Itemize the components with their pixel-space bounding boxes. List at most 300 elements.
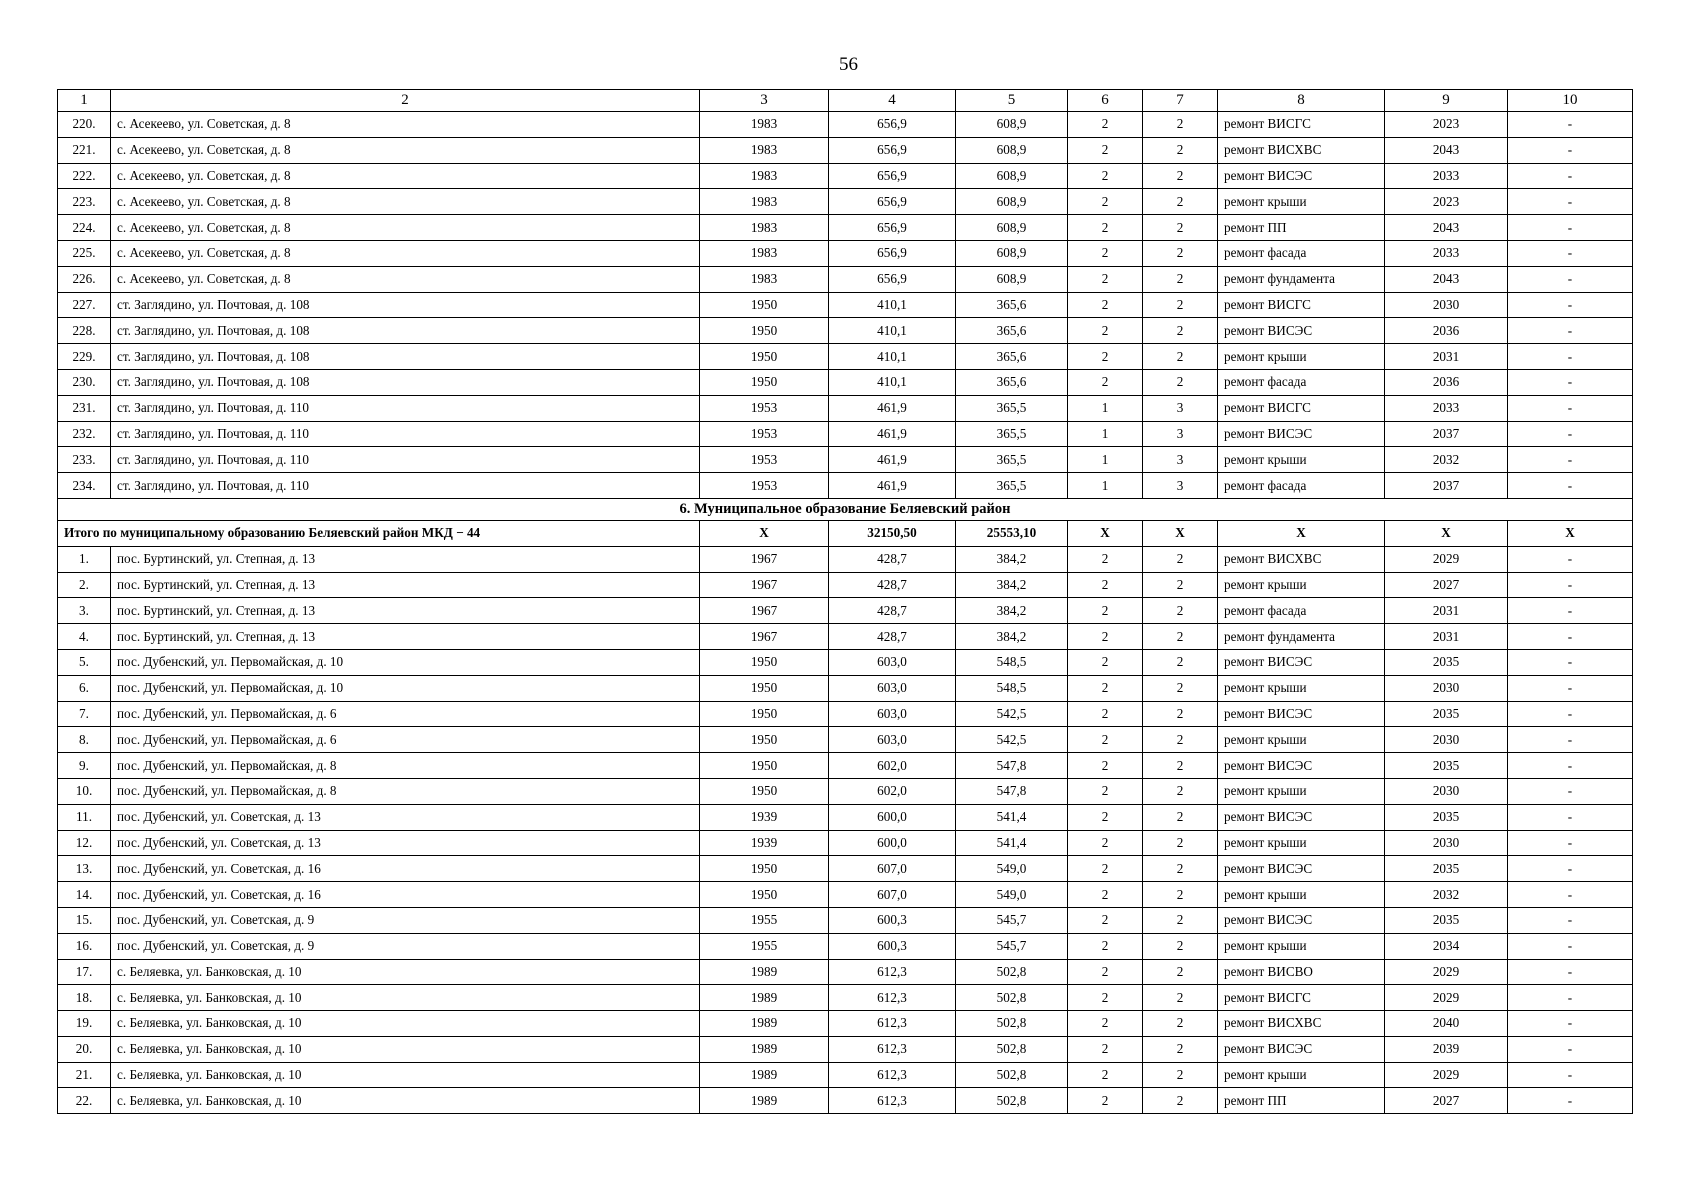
work-type-cell: ремонт ВИСХВС [1218,137,1385,163]
year-built-cell: 1950 [700,753,829,779]
total-cell: X [1218,520,1385,546]
entrances-cell: 2 [1143,675,1218,701]
note-cell: - [1508,473,1633,499]
planned-year-cell: 2031 [1385,344,1508,370]
living-area-cell: 549,0 [956,856,1068,882]
address-cell: с. Беляевка, ул. Банковская, д. 10 [111,985,700,1011]
living-area-cell: 365,5 [956,447,1068,473]
address-cell: пос. Дубенский, ул. Первомайская, д. 8 [111,778,700,804]
year-built-cell: 1950 [700,701,829,727]
address-cell: с. Беляевка, ул. Банковская, д. 10 [111,1011,700,1037]
total-area-cell: 607,0 [829,856,956,882]
entrances-cell: 2 [1143,369,1218,395]
year-built-cell: 1983 [700,189,829,215]
table-row [58,830,1633,856]
table-row [58,421,1633,447]
table-row [58,189,1633,215]
row-number-cell: 5. [58,649,111,675]
note-cell: - [1508,137,1633,163]
table-row [58,985,1633,1011]
floors-cell: 1 [1068,421,1143,447]
work-type-cell: ремонт ВИСЭС [1218,701,1385,727]
address-cell: пос. Дубенский, ул. Советская, д. 16 [111,882,700,908]
row-number-cell: 227. [58,292,111,318]
total-area-cell: 612,3 [829,985,956,1011]
entrances-cell: 2 [1143,189,1218,215]
entrances-cell: 2 [1143,624,1218,650]
total-cell: X [700,520,829,546]
living-area-cell: 384,2 [956,624,1068,650]
total-area-cell: 410,1 [829,292,956,318]
row-number-cell: 13. [58,856,111,882]
note-cell: - [1508,804,1633,830]
year-built-cell: 1989 [700,985,829,1011]
floors-cell: 2 [1068,1062,1143,1088]
note-cell: - [1508,1011,1633,1037]
total-area-cell: 656,9 [829,240,956,266]
table-row [58,546,1633,572]
living-area-cell: 548,5 [956,649,1068,675]
table-row [58,804,1633,830]
total-cell: X [1385,520,1508,546]
column-header: 4 [829,90,956,112]
row-number-cell: 19. [58,1011,111,1037]
planned-year-cell: 2043 [1385,266,1508,292]
note-cell: - [1508,572,1633,598]
planned-year-cell: 2037 [1385,473,1508,499]
planned-year-cell: 2033 [1385,163,1508,189]
row-number-cell: 12. [58,830,111,856]
address-cell: ст. Заглядино, ул. Почтовая, д. 110 [111,421,700,447]
entrances-cell: 2 [1143,649,1218,675]
table-row [58,473,1633,499]
address-cell: с. Асекеево, ул. Советская, д. 8 [111,112,700,138]
total-area-cell: 612,3 [829,959,956,985]
living-area-cell: 384,2 [956,546,1068,572]
total-area-cell: 656,9 [829,215,956,241]
address-cell: с. Беляевка, ул. Банковская, д. 10 [111,959,700,985]
work-type-cell: ремонт ВИСЭС [1218,318,1385,344]
planned-year-cell: 2030 [1385,778,1508,804]
floors-cell: 2 [1068,907,1143,933]
rows-after-section [58,546,1633,1114]
planned-year-cell: 2032 [1385,882,1508,908]
year-built-cell: 1989 [700,1062,829,1088]
note-cell: - [1508,369,1633,395]
note-cell: - [1508,701,1633,727]
table-row [58,1011,1633,1037]
total-label: Итого по муниципальному образованию Беляевский район МКД − 44 [58,520,700,546]
planned-year-cell: 2034 [1385,933,1508,959]
total-area-cell: 428,7 [829,572,956,598]
note-cell: - [1508,624,1633,650]
living-area-cell: 547,8 [956,753,1068,779]
floors-cell: 2 [1068,137,1143,163]
total-area-cell: 428,7 [829,624,956,650]
table-row [58,266,1633,292]
note-cell: - [1508,830,1633,856]
note-cell: - [1508,882,1633,908]
table-row [58,137,1633,163]
note-cell: - [1508,933,1633,959]
total-area-cell: 603,0 [829,727,956,753]
living-area-cell: 384,2 [956,572,1068,598]
note-cell: - [1508,546,1633,572]
work-type-cell: ремонт ВИСЭС [1218,907,1385,933]
floors-cell: 2 [1068,572,1143,598]
floors-cell: 2 [1068,318,1143,344]
work-type-cell: ремонт фасада [1218,473,1385,499]
row-number-cell: 21. [58,1062,111,1088]
row-number-cell: 232. [58,421,111,447]
note-cell: - [1508,292,1633,318]
entrances-cell: 2 [1143,830,1218,856]
note-cell: - [1508,907,1633,933]
note-cell: - [1508,447,1633,473]
planned-year-cell: 2030 [1385,675,1508,701]
address-cell: ст. Заглядино, ул. Почтовая, д. 110 [111,447,700,473]
entrances-cell: 2 [1143,266,1218,292]
floors-cell: 2 [1068,624,1143,650]
address-cell: пос. Дубенский, ул. Первомайская, д. 6 [111,701,700,727]
column-header: 1 [58,90,111,112]
work-type-cell: ремонт крыши [1218,189,1385,215]
living-area-cell: 384,2 [956,598,1068,624]
floors-cell: 2 [1068,882,1143,908]
work-type-cell: ремонт крыши [1218,882,1385,908]
address-cell: с. Беляевка, ул. Банковская, д. 10 [111,1088,700,1114]
living-area-cell: 608,9 [956,163,1068,189]
total-area-cell: 656,9 [829,112,956,138]
year-built-cell: 1950 [700,649,829,675]
row-number-cell: 225. [58,240,111,266]
total-cell: X [1068,520,1143,546]
table-row [58,624,1633,650]
note-cell: - [1508,395,1633,421]
year-built-cell: 1950 [700,727,829,753]
column-header: 5 [956,90,1068,112]
address-cell: пос. Буртинский, ул. Степная, д. 13 [111,546,700,572]
year-built-cell: 1955 [700,907,829,933]
row-number-cell: 22. [58,1088,111,1114]
address-cell: пос. Дубенский, ул. Советская, д. 9 [111,933,700,959]
work-type-cell: ремонт ВИСЭС [1218,649,1385,675]
address-cell: пос. Дубенский, ул. Первомайская, д. 10 [111,649,700,675]
work-type-cell: ремонт ВИСЭС [1218,421,1385,447]
page-number: 56 [839,54,858,75]
note-cell: - [1508,1088,1633,1114]
row-number-cell: 10. [58,778,111,804]
entrances-cell: 2 [1143,598,1218,624]
living-area-cell: 502,8 [956,1011,1068,1037]
note-cell: - [1508,112,1633,138]
year-built-cell: 1967 [700,598,829,624]
living-area-cell: 502,8 [956,1036,1068,1062]
work-type-cell: ремонт ВИСГС [1218,292,1385,318]
note-cell: - [1508,985,1633,1011]
total-area-cell: 656,9 [829,266,956,292]
work-type-cell: ремонт крыши [1218,830,1385,856]
row-number-cell: 8. [58,727,111,753]
planned-year-cell: 2035 [1385,701,1508,727]
living-area-cell: 608,9 [956,189,1068,215]
floors-cell: 2 [1068,675,1143,701]
total-area-cell: 656,9 [829,163,956,189]
work-type-cell: ремонт ВИСВО [1218,959,1385,985]
planned-year-cell: 2035 [1385,753,1508,779]
planned-year-cell: 2027 [1385,1088,1508,1114]
work-type-cell: ремонт ВИСЭС [1218,804,1385,830]
year-built-cell: 1950 [700,369,829,395]
floors-cell: 2 [1068,344,1143,370]
planned-year-cell: 2035 [1385,649,1508,675]
planned-year-cell: 2030 [1385,292,1508,318]
work-type-cell: ремонт крыши [1218,1062,1385,1088]
entrances-cell: 2 [1143,727,1218,753]
year-built-cell: 1983 [700,240,829,266]
total-area-cell: 602,0 [829,778,956,804]
work-type-cell: ремонт крыши [1218,933,1385,959]
total-area-cell: 612,3 [829,1062,956,1088]
year-built-cell: 1953 [700,447,829,473]
floors-cell: 2 [1068,959,1143,985]
total-area-cell: 461,9 [829,473,956,499]
year-built-cell: 1950 [700,778,829,804]
living-area-cell: 365,6 [956,318,1068,344]
entrances-cell: 2 [1143,137,1218,163]
work-type-cell: ремонт крыши [1218,344,1385,370]
year-built-cell: 1953 [700,473,829,499]
living-area-cell: 365,5 [956,473,1068,499]
entrances-cell: 3 [1143,395,1218,421]
row-number-cell: 228. [58,318,111,344]
year-built-cell: 1989 [700,1088,829,1114]
total-area-cell: 410,1 [829,369,956,395]
table-row [58,344,1633,370]
entrances-cell: 2 [1143,753,1218,779]
address-cell: с. Асекеево, ул. Советская, д. 8 [111,163,700,189]
entrances-cell: 2 [1143,778,1218,804]
table-row [58,447,1633,473]
floors-cell: 2 [1068,830,1143,856]
year-built-cell: 1950 [700,882,829,908]
row-number-cell: 11. [58,804,111,830]
floors-cell: 2 [1068,1011,1143,1037]
living-area-cell: 541,4 [956,830,1068,856]
year-built-cell: 1967 [700,624,829,650]
address-cell: ст. Заглядино, ул. Почтовая, д. 108 [111,292,700,318]
address-cell: пос. Дубенский, ул. Первомайская, д. 10 [111,675,700,701]
row-number-cell: 20. [58,1036,111,1062]
living-area-cell: 365,6 [956,292,1068,318]
total-cell: 32150,50 [829,520,956,546]
planned-year-cell: 2029 [1385,985,1508,1011]
planned-year-cell: 2036 [1385,318,1508,344]
floors-cell: 1 [1068,395,1143,421]
year-built-cell: 1953 [700,395,829,421]
table-row [58,675,1633,701]
total-area-cell: 600,0 [829,830,956,856]
table-row [58,112,1633,138]
header-row [58,90,1633,112]
work-type-cell: ремонт фундамента [1218,624,1385,650]
planned-year-cell: 2023 [1385,189,1508,215]
planned-year-cell: 2033 [1385,240,1508,266]
table-row [58,369,1633,395]
repair-schedule-table [57,89,1633,1114]
floors-cell: 2 [1068,369,1143,395]
year-built-cell: 1950 [700,318,829,344]
address-cell: с. Беляевка, ул. Банковская, д. 10 [111,1036,700,1062]
address-cell: с. Асекеево, ул. Советская, д. 8 [111,189,700,215]
table-row [58,959,1633,985]
table-row [58,907,1633,933]
note-cell: - [1508,1036,1633,1062]
section-title: 6. Муниципальное образование Беляевский район [58,498,1633,520]
row-number-cell: 230. [58,369,111,395]
floors-cell: 2 [1068,856,1143,882]
row-number-cell: 231. [58,395,111,421]
living-area-cell: 365,6 [956,369,1068,395]
work-type-cell: ремонт ПП [1218,215,1385,241]
entrances-cell: 2 [1143,215,1218,241]
row-number-cell: 4. [58,624,111,650]
planned-year-cell: 2040 [1385,1011,1508,1037]
living-area-cell: 549,0 [956,882,1068,908]
floors-cell: 2 [1068,292,1143,318]
address-cell: ст. Заглядино, ул. Почтовая, д. 110 [111,473,700,499]
column-header: 3 [700,90,829,112]
note-cell: - [1508,649,1633,675]
year-built-cell: 1983 [700,266,829,292]
note-cell: - [1508,727,1633,753]
entrances-cell: 2 [1143,882,1218,908]
year-built-cell: 1950 [700,344,829,370]
living-area-cell: 545,7 [956,933,1068,959]
floors-cell: 2 [1068,598,1143,624]
living-area-cell: 502,8 [956,959,1068,985]
year-built-cell: 1989 [700,959,829,985]
entrances-cell: 2 [1143,318,1218,344]
entrances-cell: 2 [1143,1011,1218,1037]
living-area-cell: 541,4 [956,804,1068,830]
year-built-cell: 1950 [700,856,829,882]
row-number-cell: 221. [58,137,111,163]
note-cell: - [1508,163,1633,189]
entrances-cell: 2 [1143,1062,1218,1088]
floors-cell: 2 [1068,163,1143,189]
planned-year-cell: 2036 [1385,369,1508,395]
row-number-cell: 18. [58,985,111,1011]
table-row [58,882,1633,908]
total-area-cell: 603,0 [829,649,956,675]
living-area-cell: 542,5 [956,701,1068,727]
planned-year-cell: 2035 [1385,804,1508,830]
planned-year-cell: 2029 [1385,546,1508,572]
year-built-cell: 1950 [700,292,829,318]
floors-cell: 1 [1068,447,1143,473]
floors-cell: 2 [1068,189,1143,215]
note-cell: - [1508,189,1633,215]
floors-cell: 2 [1068,649,1143,675]
note-cell: - [1508,856,1633,882]
section-title-row [58,498,1633,520]
year-built-cell: 1983 [700,112,829,138]
year-built-cell: 1955 [700,933,829,959]
planned-year-cell: 2030 [1385,727,1508,753]
total-area-cell: 656,9 [829,137,956,163]
work-type-cell: ремонт фасада [1218,598,1385,624]
year-built-cell: 1939 [700,804,829,830]
work-type-cell: ремонт ВИСГС [1218,985,1385,1011]
note-cell: - [1508,318,1633,344]
table-row [58,856,1633,882]
column-header: 6 [1068,90,1143,112]
address-cell: пос. Буртинский, ул. Степная, д. 13 [111,572,700,598]
planned-year-cell: 2035 [1385,907,1508,933]
total-area-cell: 602,0 [829,753,956,779]
work-type-cell: ремонт фасада [1218,369,1385,395]
planned-year-cell: 2029 [1385,959,1508,985]
address-cell: с. Асекеево, ул. Советская, д. 8 [111,137,700,163]
row-number-cell: 234. [58,473,111,499]
address-cell: пос. Дубенский, ул. Первомайская, д. 8 [111,753,700,779]
year-built-cell: 1939 [700,830,829,856]
entrances-cell: 2 [1143,240,1218,266]
living-area-cell: 608,9 [956,215,1068,241]
work-type-cell: ремонт крыши [1218,572,1385,598]
note-cell: - [1508,675,1633,701]
row-number-cell: 9. [58,753,111,779]
work-type-cell: ремонт ПП [1218,1088,1385,1114]
entrances-cell: 2 [1143,1088,1218,1114]
table-row [58,701,1633,727]
total-area-cell: 410,1 [829,344,956,370]
year-built-cell: 1983 [700,215,829,241]
total-cell: X [1508,520,1633,546]
table-row [58,572,1633,598]
total-area-cell: 612,3 [829,1011,956,1037]
address-cell: с. Асекеево, ул. Советская, д. 8 [111,240,700,266]
living-area-cell: 548,5 [956,675,1068,701]
address-cell: с. Беляевка, ул. Банковская, д. 10 [111,1062,700,1088]
note-cell: - [1508,266,1633,292]
entrances-cell: 2 [1143,344,1218,370]
living-area-cell: 608,9 [956,240,1068,266]
table-row [58,318,1633,344]
living-area-cell: 545,7 [956,907,1068,933]
table-row [58,240,1633,266]
address-cell: ст. Заглядино, ул. Почтовая, д. 110 [111,395,700,421]
table-row [58,215,1633,241]
address-cell: пос. Буртинский, ул. Степная, д. 13 [111,624,700,650]
row-number-cell: 220. [58,112,111,138]
row-number-cell: 14. [58,882,111,908]
work-type-cell: ремонт ВИСЭС [1218,856,1385,882]
entrances-cell: 2 [1143,572,1218,598]
note-cell: - [1508,959,1633,985]
row-number-cell: 226. [58,266,111,292]
address-cell: с. Асекеево, ул. Советская, д. 8 [111,215,700,241]
note-cell: - [1508,753,1633,779]
address-cell: пос. Дубенский, ул. Советская, д. 13 [111,804,700,830]
living-area-cell: 365,5 [956,421,1068,447]
total-area-cell: 428,7 [829,546,956,572]
living-area-cell: 502,8 [956,1088,1068,1114]
planned-year-cell: 2032 [1385,447,1508,473]
total-area-cell: 461,9 [829,421,956,447]
column-header: 8 [1218,90,1385,112]
